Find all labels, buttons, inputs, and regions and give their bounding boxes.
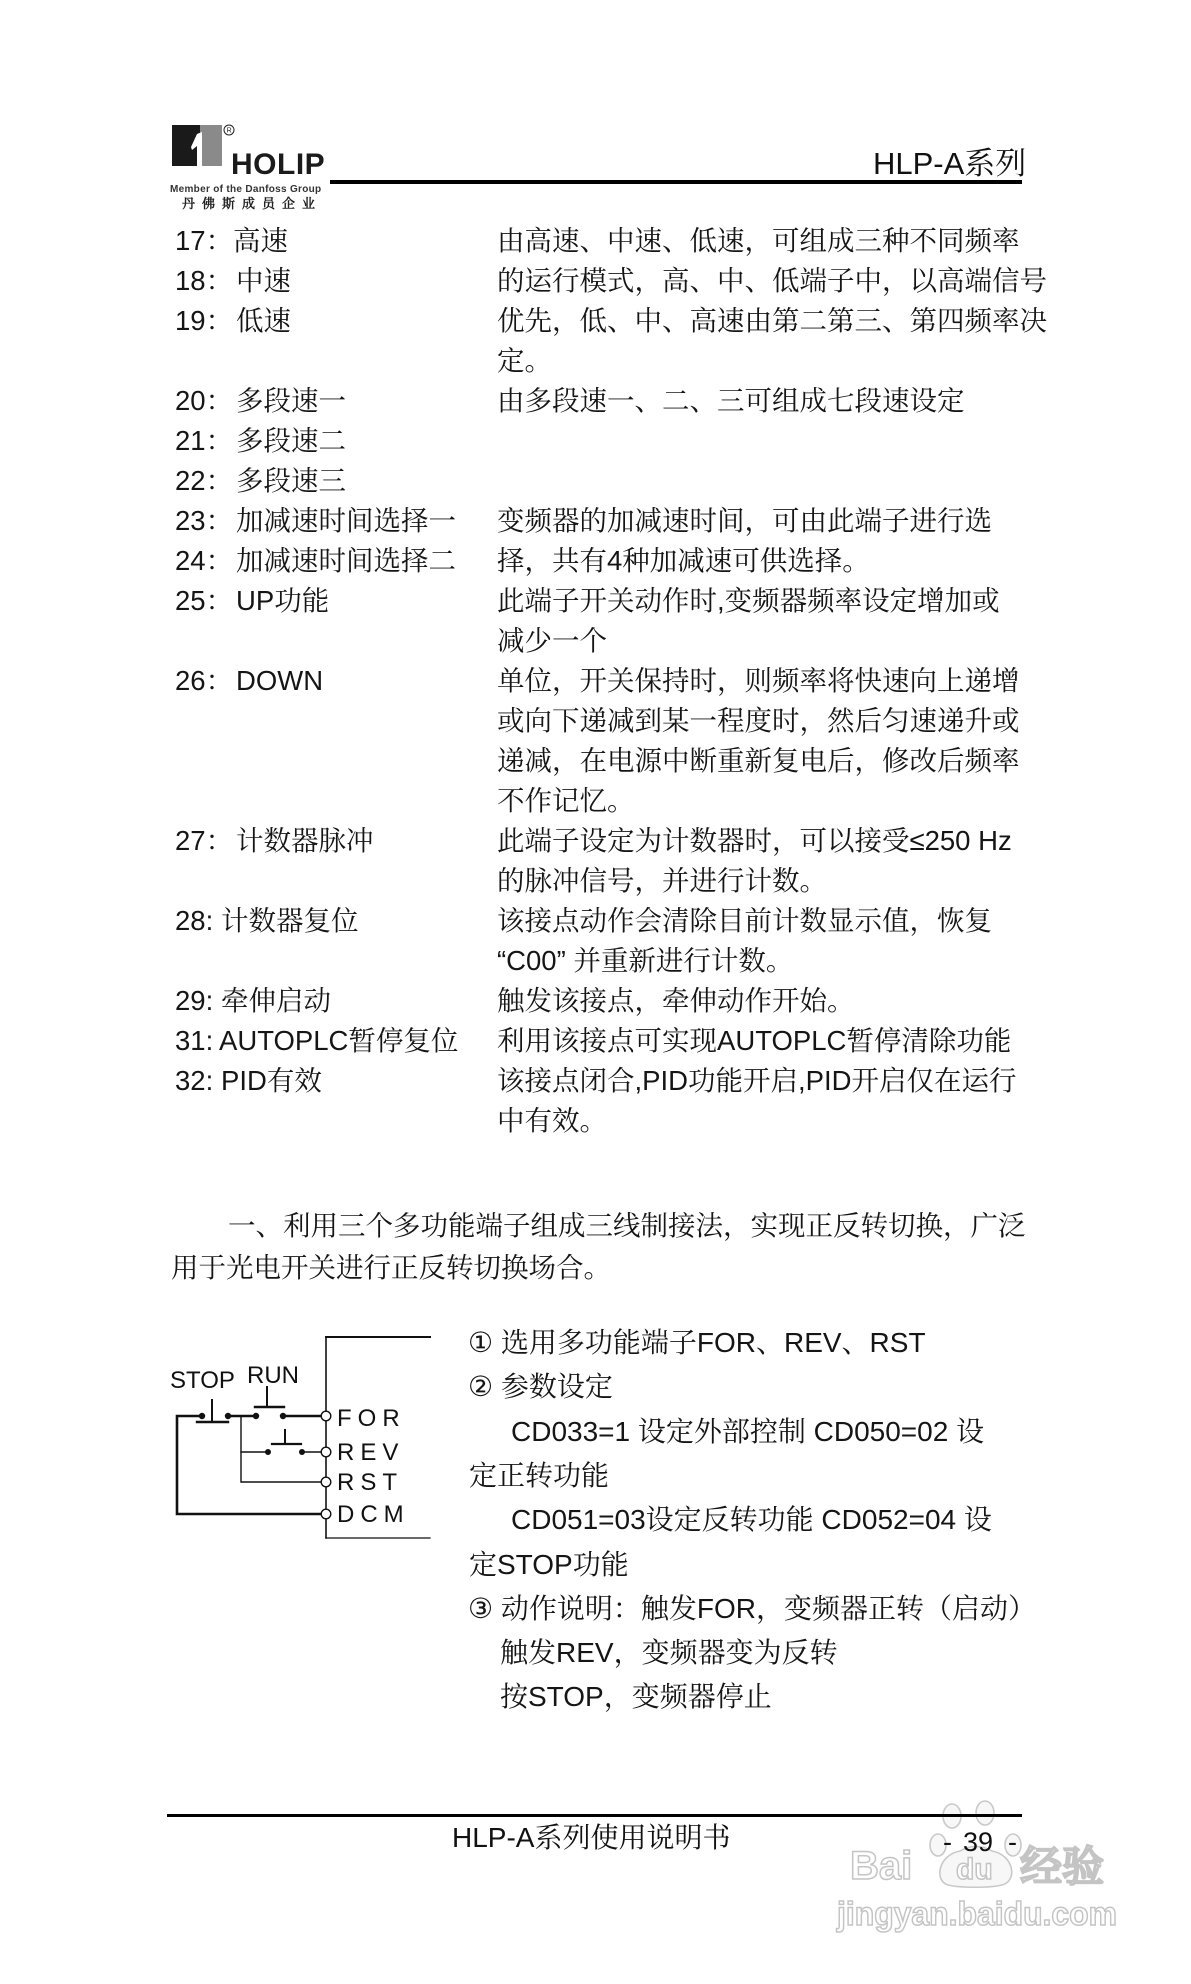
description-line: 此端子设定为计数器时，可以接受≤250 Hz (497, 825, 1012, 856)
item-label: 加减速时间选择二 (236, 545, 456, 576)
item-label: UP功能 (236, 585, 330, 616)
note-line: CD051=03设定反转功能 CD052=04 设 (511, 1504, 992, 1535)
terminal-label-rst: RST (337, 1469, 403, 1496)
item-label: DOWN (236, 665, 324, 696)
watermark-logo-cn: 经验 (1020, 1843, 1105, 1890)
description-line: 择，共有4种加减速可供选择。 (497, 545, 870, 576)
description-line: “C00” 并重新进行计数。 (497, 945, 794, 976)
note-line: ③ 动作说明：触发FOR，变频器正转（启动） (468, 1593, 1036, 1624)
watermark-logo-left: Bai (850, 1844, 913, 1888)
item-label: 多段速一 (236, 385, 346, 416)
logo-tagline-en: Member of the Danfoss Group (170, 184, 322, 195)
switch-contact-icon (199, 1413, 305, 1455)
run-switch-label: RUN (247, 1362, 299, 1389)
note-line: 触发REV，变频器变为反转 (500, 1637, 838, 1668)
page-number-dash-left: - (943, 1827, 952, 1857)
item-label: 高速 (233, 225, 288, 256)
description-line: 利用该接点可实现AUTOPLC暂停清除功能 (497, 1025, 1012, 1056)
footer-divider (167, 1814, 1022, 1817)
terminal-label-rev: REV (337, 1439, 405, 1466)
note-line: ① 选用多功能端子FOR、REV、RST (468, 1327, 926, 1358)
item-number: 21： (175, 425, 234, 456)
item-label: PID有效 (221, 1065, 322, 1096)
description-line: 此端子开关动作时,变频器频率设定增加或 (497, 585, 1000, 616)
watermark-url: jingyan.baidu.com (836, 1895, 1117, 1932)
description-line: 触发该接点，牵伸动作开始。 (497, 985, 855, 1016)
description-line: 的运行模式，高、中、低端子中，以高端信号 (497, 265, 1047, 296)
item-description (497, 981, 855, 1021)
holip-logo-mark-icon (170, 120, 240, 170)
item-number: 25： (175, 585, 234, 616)
item-label: 中速 (236, 265, 291, 296)
item-label: 牵伸启动 (221, 985, 331, 1016)
item-label: AUTOPLC暂停复位 (219, 1025, 459, 1056)
item-description (497, 581, 1000, 661)
item-label: 计数器脉冲 (236, 825, 374, 856)
page-number-dash-right: - (1008, 1827, 1017, 1857)
stop-switch-label: STOP (170, 1367, 235, 1394)
description-line: 递减，在电源中断重新复电后，修改后频率 (497, 745, 1020, 776)
item-label: 计数器复位 (221, 905, 359, 936)
item-label: 加减速时间选择一 (236, 505, 456, 536)
description-line: 或向下递减到某一程度时，然后匀速递升或 (497, 705, 1020, 736)
description-line: 中有效。 (497, 1105, 607, 1136)
note-line: 按STOP，变频器停止 (500, 1681, 772, 1712)
item-label: 多段速二 (236, 425, 346, 456)
item-description (497, 501, 992, 541)
item-number: 32: (175, 1065, 214, 1096)
logo-tagline-cn: 丹佛斯成员企业 (182, 196, 323, 211)
description-line: 该接点闭合,PID功能开启,PID开启仅在运行 (497, 1065, 1017, 1096)
watermark-logo-paw-text: du (956, 1853, 993, 1886)
item-description (497, 1021, 1011, 1061)
description-line: 优先，低、中、高速由第二第三、第四频率决 (497, 305, 1047, 336)
three-wire-wiring-diagram (160, 1320, 450, 1560)
item-description (497, 661, 1020, 821)
item-description (497, 301, 1047, 381)
note-line: CD033=1 设定外部控制 CD050=02 设 (511, 1416, 985, 1447)
description-line: 单位，开关保持时，则频率将快速向上递增 (497, 665, 1020, 696)
registered-mark: R (226, 127, 232, 135)
item-number: 31: (175, 1025, 214, 1056)
intro-paragraph-line: 一、利用三个多功能端子组成三线制接法，实现正反转切换，广泛 (228, 1210, 1026, 1241)
item-number: 17： (175, 225, 234, 256)
item-description (497, 221, 1020, 261)
item-description (497, 1061, 1016, 1141)
item-description (497, 261, 1047, 301)
terminal-label-for: FOR (337, 1405, 406, 1432)
note-line: 定正转功能 (469, 1460, 610, 1491)
item-number: 28: (175, 905, 214, 936)
item-label: 多段速三 (236, 465, 346, 496)
manual-title: HLP-A系列使用说明书 (452, 1822, 731, 1853)
description-line: 减少一个 (497, 625, 607, 656)
series-title: HLP-A系列 (873, 146, 1027, 181)
note-line: ② 参数设定 (468, 1371, 613, 1402)
item-number: 27： (175, 825, 234, 856)
description-line: 由高速、中速、低速，可组成三种不同频率 (497, 225, 1020, 256)
description-line: 的脉冲信号，并进行计数。 (497, 865, 827, 896)
item-number: 19： (175, 305, 234, 336)
logo-brand-text: HOLIP (231, 148, 326, 181)
intro-paragraph-line: 用于光电开关进行正反转切换场合。 (171, 1252, 611, 1283)
item-description (497, 381, 965, 421)
description-line: 由多段速一、二、三可组成七段速设定 (497, 385, 965, 416)
item-number: 24： (175, 545, 234, 576)
item-description (497, 541, 870, 581)
item-description (497, 901, 992, 981)
item-number: 20： (175, 385, 234, 416)
item-description (497, 821, 1012, 901)
description-line: 该接点动作会清除目前计数显示值，恢复 (497, 905, 992, 936)
terminal-label-dcm: DCM (337, 1501, 410, 1528)
item-number: 23： (175, 505, 234, 536)
item-number: 29: (175, 985, 214, 1016)
item-number: 18： (175, 265, 234, 296)
note-line: 定STOP功能 (469, 1549, 629, 1580)
description-line: 变频器的加减速时间，可由此端子进行选 (497, 505, 992, 536)
description-line: 定。 (497, 345, 552, 376)
page-number: 39 (963, 1827, 994, 1857)
item-number: 22： (175, 465, 234, 496)
description-line: 不作记忆。 (497, 785, 635, 816)
item-number: 26： (175, 665, 234, 696)
item-label: 低速 (236, 305, 291, 336)
